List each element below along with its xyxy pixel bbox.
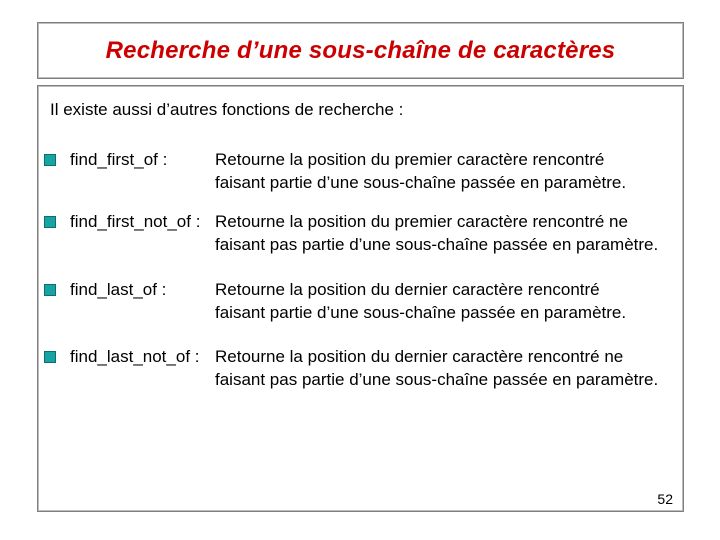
slide-title: Recherche d’une sous-chaîne de caractères (105, 36, 616, 64)
square-bullet-icon (44, 154, 56, 166)
function-name: find_first_of : (70, 150, 168, 169)
square-bullet-icon (44, 284, 56, 296)
function-name: find_last_of : (70, 280, 167, 299)
function-description (215, 148, 626, 194)
content-box (37, 85, 684, 512)
description-line: Retourne la position du premier caractère rencontré (215, 150, 605, 169)
title-box (37, 22, 684, 79)
function-description (215, 278, 626, 324)
description-line: faisant partie d’une sous-chaîne passée en paramètre. (215, 173, 627, 192)
function-description (215, 345, 658, 391)
page-number: 52 (657, 491, 673, 507)
description-line: Retourne la position du dernier caractère rencontré (215, 280, 600, 299)
description-line: faisant pas partie d’une sous-chaîne passée en paramètre. (215, 370, 659, 389)
description-line: Retourne la position du dernier caractère rencontré ne (215, 347, 624, 366)
square-bullet-icon (44, 216, 56, 228)
function-name: find_first_not_of : (70, 212, 201, 231)
function-name: find_last_not_of : (70, 347, 200, 366)
description-line: Retourne la position du premier caractère rencontré ne (215, 212, 628, 231)
square-bullet-icon (44, 351, 56, 363)
function-description (215, 210, 658, 256)
intro-text: Il existe aussi d’autres fonctions de recherche : (50, 100, 404, 119)
description-line: faisant pas partie d’une sous-chaîne passée en paramètre. (215, 235, 659, 254)
description-line: faisant partie d’une sous-chaîne passée en paramètre. (215, 303, 627, 322)
